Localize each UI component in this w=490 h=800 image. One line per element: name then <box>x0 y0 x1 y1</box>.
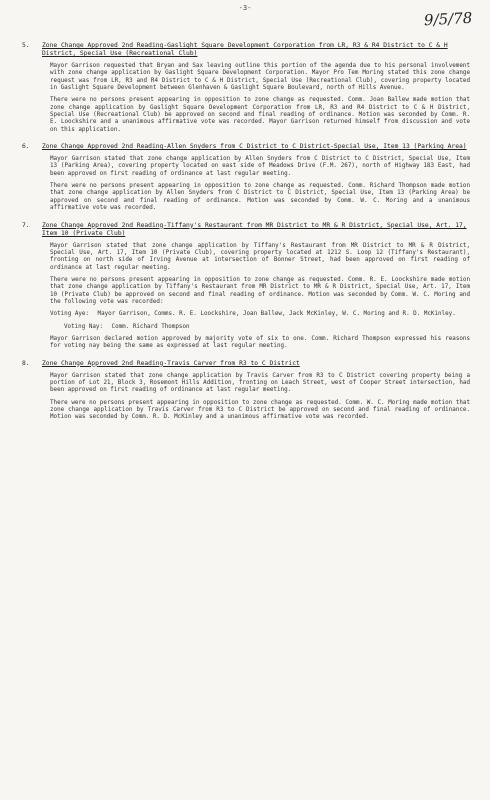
section-heading <box>22 360 470 368</box>
section-item-8 <box>22 360 470 422</box>
vote-nay <box>64 324 470 331</box>
section-number: 7. <box>22 221 30 229</box>
section-body <box>22 373 470 422</box>
section-number: 8. <box>22 359 30 367</box>
paragraph: Mayor Garrison stated that zone change application by Tiffany's Restaurant from MR District to MR & R District, Special Use, Art. 17, Item 10 (Private Club), covering property located at 1212 S. Loop 12 (Tiffany's Restaurant), fronting on north side of Irving Avenue at intersection of Bonner Street, had been approved on first reading of ordinance at last regular meeting. <box>50 242 470 271</box>
section-title: Zone Change Approved 2nd Reading-Tiffany's Restaurant from MR District to MR & R District, Special Use, Art. 17, Item 10 (Private Club) <box>42 221 467 237</box>
vote-aye-names: Mayor Garrison, Comms. R. E. Loockshire, Joan Ballew, Jack McKinley, W. C. Moring and R. D. McKinley. <box>97 311 456 318</box>
paragraph: Mayor Garrison declared motion approved by majority vote of six to one. Comm. Richard Thompson expressed his reasons for voting nay being the same as expressed at last regular meeting. <box>50 335 470 350</box>
section-heading <box>22 222 470 238</box>
paragraph: There were no persons present appearing in opposition to zone change as requested. Comm. R. E. Loockshire made motion that zone change application by Tiffany's Restaurant from MR District to MR & R District, Special Use, Art. 17, Item 10 (Private Club) be approved on second and final reading of ordinance. Motion was seconded by Comm. W. C. Moring and the following vote was recorded: <box>50 276 470 305</box>
paragraph: There were no persons present appearing in opposition to zone change as requested. Comm. Joan Ballew made motion that zone change application by Gaslight Square Development Corporation from LR, R3 and R4 District to C & H District, Special Use (Recreational Club) be approved on second and final reading of ordinance. Motion was seconded by Comm. R. E. Loockshire and a unanimous affirmative vote was recorded. Mayor Garrison returned himself from discussion and vote on this application. <box>50 97 470 133</box>
paragraph: There were no persons present appearing in opposition to zone change as requested. Comm. Richard Thompson made motion that zone change application by Allen Snyders from C District to C District, Special Use, Item 13 (Parking Area) be approved on second and final reading of ordinance. Motion was seconded by Comm. W. C. Moring and a unanimous affirmative vote was recorded. <box>50 183 470 212</box>
paragraph: There were no persons present appearing in opposition to zone change as requested. Comm. W. C. Moring made motion that zone change application by Travis Carver from R3 to C District be approved on second and final reading of ordinance. Motion was seconded by Comm. R. D. McKinley and a unanimous affirmative vote was recorded. <box>50 399 470 421</box>
paragraph: Mayor Garrison stated that zone change application by Allen Snyders from C District to C District, Special Use, Item 13 (Parking Area), covering property located on east side of Meadows Drive (F.M. 267), north of Highway 183 East, had been approved on first reading of ordinance at last regular meeting. <box>50 156 470 177</box>
section-item-6 <box>22 143 470 212</box>
section-item-5 <box>22 42 470 134</box>
section-item-7 <box>22 222 470 351</box>
minutes-body <box>22 42 470 431</box>
vote-aye <box>50 311 470 318</box>
vote-nay-names: Comm. Richard Thompson <box>111 323 190 330</box>
section-title: Zone Change Approved 2nd Reading-Gaslight Square Development Corporation from LR, R3 & R4 District to C & H District, Special Use (Recreational Club) <box>42 42 448 57</box>
section-body <box>22 243 470 351</box>
page-number: -3- <box>238 4 252 12</box>
section-title: Zone Change Approved 2nd Reading-Travis Carver from R3 to C District <box>42 359 300 367</box>
section-number: 6. <box>22 143 30 151</box>
handwritten-date: 9/5/78 <box>423 8 473 30</box>
paragraph: Mayor Garrison requested that Bryan and Sax leaving outline this portion of the agenda due to his personal involvement with zone change application by Gaslight Square Development Corporation. Mayor Pro Tem Moring stated this zone change request was from LR, R3 and R4 District to C & H District, Special Use (Recreational Club), covering property located in Gaslight Square Development between Glenhaven & Gaslight Square Boulevard, north of Hills Avenue. <box>50 63 470 92</box>
section-body <box>22 156 470 212</box>
section-body <box>22 63 470 134</box>
vote-aye-label: Voting Aye: <box>50 311 90 318</box>
section-title: Zone Change Approved 2nd Reading-Allen Snyders from C District to C District-Special Use, Item 13 (Parking Area) <box>42 143 467 151</box>
section-heading <box>22 143 470 151</box>
paragraph: Mayor Garrison stated that zone change application by Travis Carver from R3 to C District covering property being a portion of Lot 21, Block 3, Rosemont Hills Addition, fronting on Leach Street, west of Cooper Street intersection, had been approved on first reading of ordinance at last regular meeting. <box>50 372 470 394</box>
vote-nay-label: Voting Nay: <box>64 323 104 330</box>
section-number: 5. <box>22 42 30 49</box>
section-heading <box>22 42 470 58</box>
